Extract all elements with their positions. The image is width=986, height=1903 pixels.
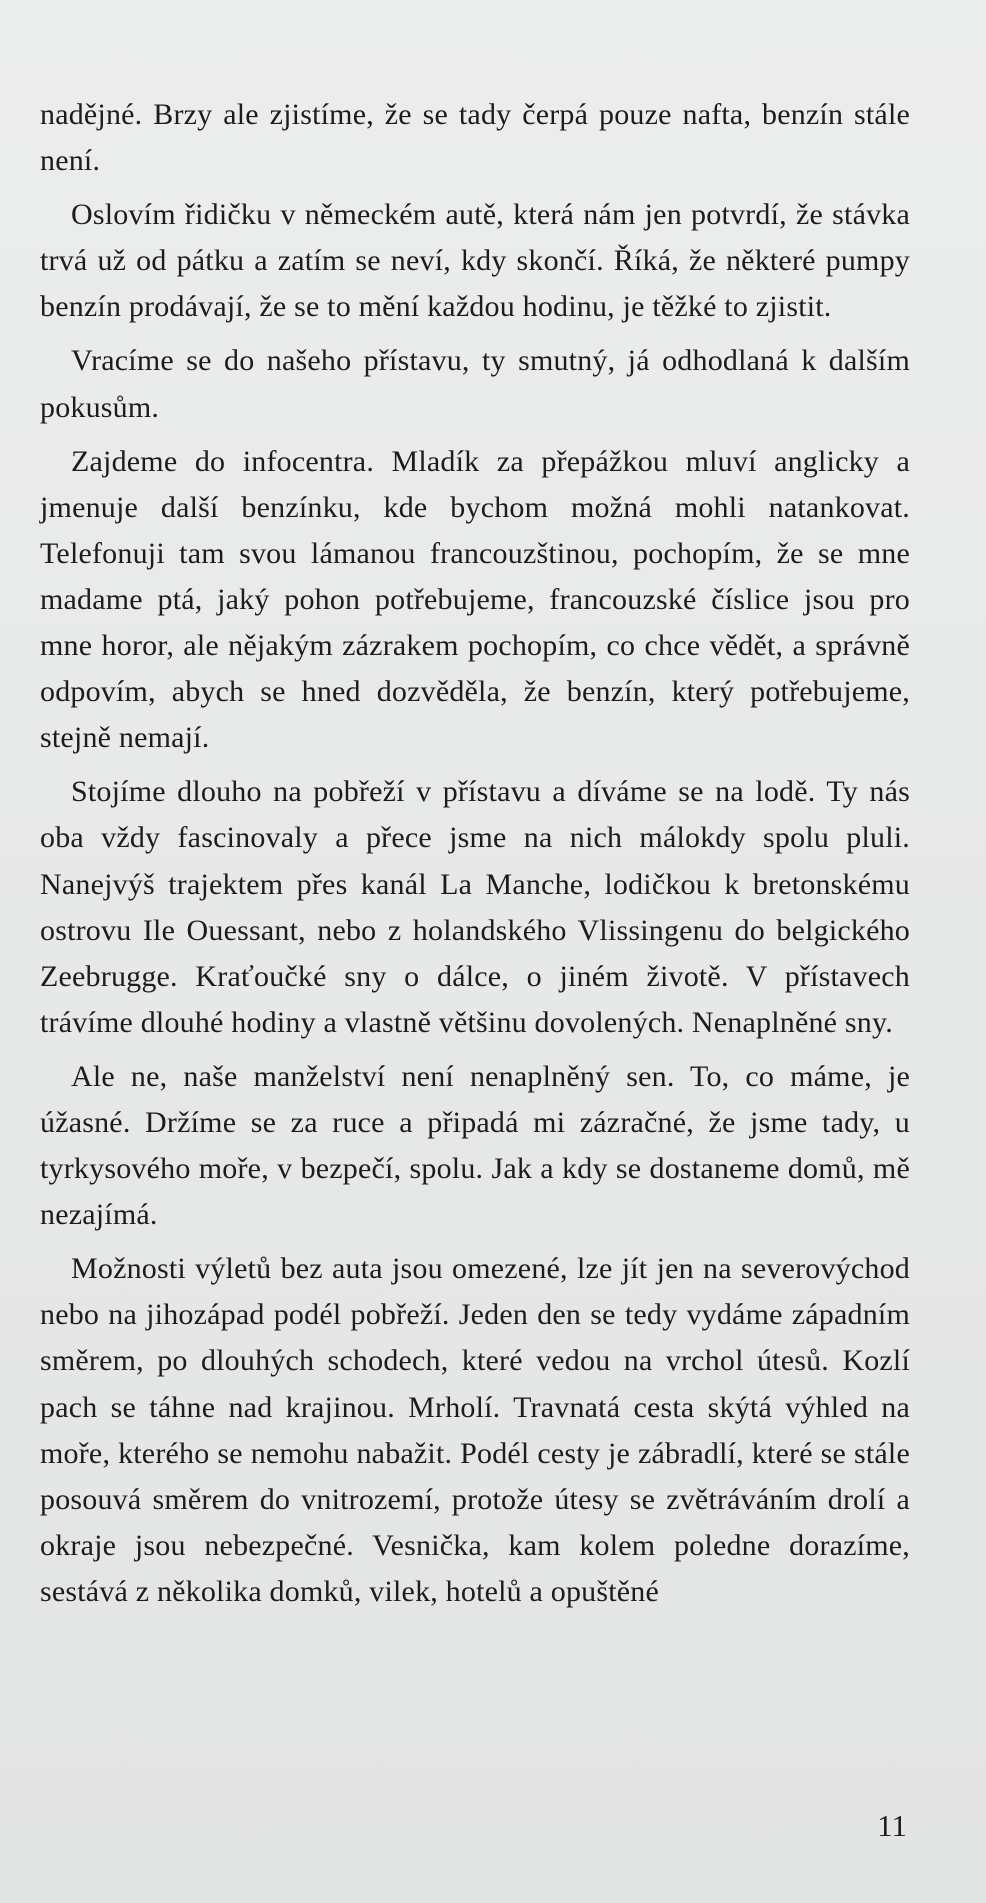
paragraph: Oslovím řidičku v německém autě, která nám jen potvrdí, že stávka trvá už od pátku a zatím se neví, kdy skončí. Říká, že některé pumpy benzín prodávají, že se to mění každou hodinu, je těžké to zjistit. bbox=[40, 198, 910, 324]
paragraph: Stojíme dlouho na pobřeží v přístavu a díváme se na lodě. Ty nás oba vždy fascinovaly a přece jsme na nich málokdy spolu pluli. Nanejvýš trajektem přes kanál La Manche, lodičkou k bretonskému ostrovu Ile Ouessant, nebo z holandského Vlissingenu do belgického Zeebrugge. Kraťoučké sny o dálce, o jiném životě. V přístavech trávíme dlouhé hodiny a vlastně většinu dovolených. Nenaplněné sny. bbox=[40, 775, 910, 1039]
paragraph: Vracíme se do našeho přístavu, ty smutný, já odhodlaná k dalším pokusům. bbox=[40, 344, 910, 424]
paragraph: Možnosti výletů bez auta jsou omezené, lze jít jen na severovýchod nebo na jihozápad podél pobřeží. Jeden den se tedy vydáme západním směrem, po dlouhých schodech, které vedou na vrchol útesů. Kozlí pach se táhne nad krajinou. Mrholí. Travnatá cesta skýtá výhled na moře, kterého se nemohu nabažit. Podél cesty je zábradlí, které se stále posouvá směrem do vnitrozemí, protože útesy se zvětráváním drolí a okraje jsou nebezpečné. Vesnička, kam kolem poledne dorazíme, sestává z několika domků, vilek, hotelů a opuštěné bbox=[40, 1252, 910, 1608]
page-body bbox=[40, 92, 910, 1623]
paragraph-continued: nadějné. Brzy ale zjistíme, že se tady čerpá pouze nafta, benzín stále není. bbox=[40, 98, 910, 178]
paragraph: Zajdeme do infocentra. Mladík za přepážkou mluví anglicky a jmenuje další benzínku, kde bychom možná mohli natankovat. Telefonuji tam svou lámanou francouzštinou, pochopím, že se mne madame ptá, jaký pohon potřebujeme, francouzské číslice jsou pro mne horor, ale nějakým zázrakem pochopím, co chce vědět, a správně odpovím, abych se hned dozvěděla, že benzín, který potřebujeme, stejně nemají. bbox=[40, 444, 910, 755]
page-number: 11 bbox=[877, 1808, 907, 1843]
paragraph: Ale ne, naše manželství není nenaplněný sen. To, co máme, je úžasné. Držíme se za ruce a připadá mi zázračné, že jsme tady, u tyrkysového moře, v bezpečí, spolu. Jak a kdy se dostaneme domů, mě nezajímá. bbox=[40, 1059, 910, 1232]
